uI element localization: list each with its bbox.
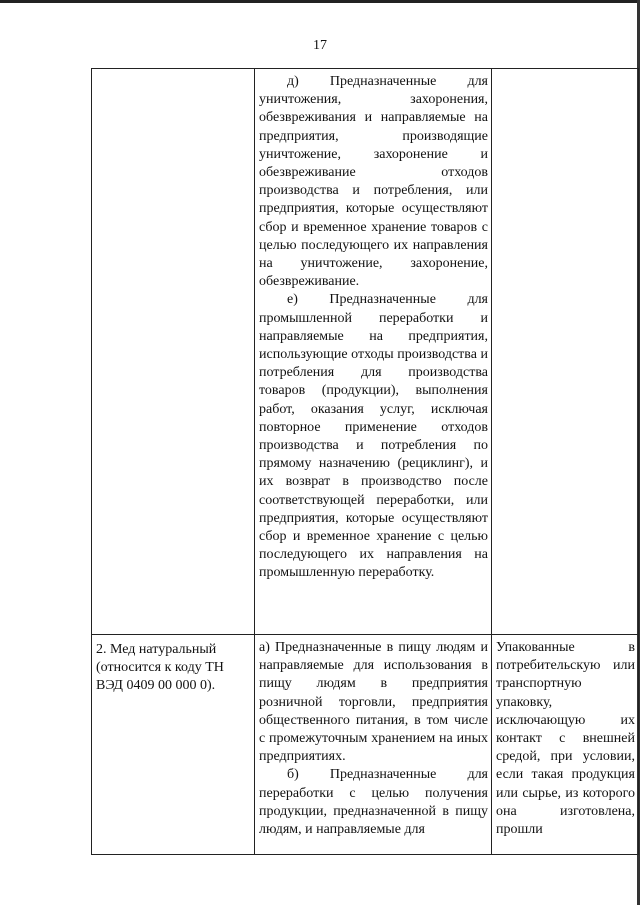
condition-cell: Упакованные в потребительскую или транспортную упаковку, исключающую их контакт с внешней средой, при условии, если такая продукция или сырье, из которого она изготовлена, прошли [492, 635, 639, 855]
condition-cell [492, 69, 639, 635]
table-row [92, 635, 639, 855]
item-a-text: а) Предназначенные в пищу людям и направляемые для использования в пищу людям в предприятия розничной торговли, предприятия общественного питания, в том числе с промежуточным хранением на иных предприятиях. [259, 640, 488, 765]
item-e-text: е) Предназначенные для промышленной переработки и направляемые на предприятия, использующие отходы производства и потребления для производства товаров (продукции), выполнения работ, оказания услуг, исключая повторное применение отходов производства и потребления по прямому назначению (рециклинг), и их возврат в производство после соответствующей переработки, или предприятия, которые осуществляют сбор и временное хранение с целью последующего их направления на промышленную переработку. [259, 292, 488, 581]
top-border-line [0, 0, 640, 3]
item-b-text: б) Предназначенные для переработки с целью получения продукции, предназначенной в пищу людям, и направляемые для [259, 767, 488, 838]
purpose-cell [255, 69, 492, 635]
table-row [92, 69, 639, 635]
purpose-cell [255, 635, 492, 855]
item-d-text: д) Предназначенные для уничтожения, захоронения, обезвреживания и направляемые на предприятия, производящие уничтожение, захоронение и обезвреживание отходов производства и потребления, или предприятия, которые осуществляют сбор и временное хранение товаров с целью последующего их направления на уничтожение, захоронение, обезвреживание. [259, 74, 488, 290]
product-cell: 2. Мед натуральный (относится к коду ТН ВЭД 0409 00 000 0). [92, 635, 255, 855]
product-cell [92, 69, 255, 635]
page-number: 17 [313, 38, 327, 53]
regulation-table [91, 68, 639, 855]
